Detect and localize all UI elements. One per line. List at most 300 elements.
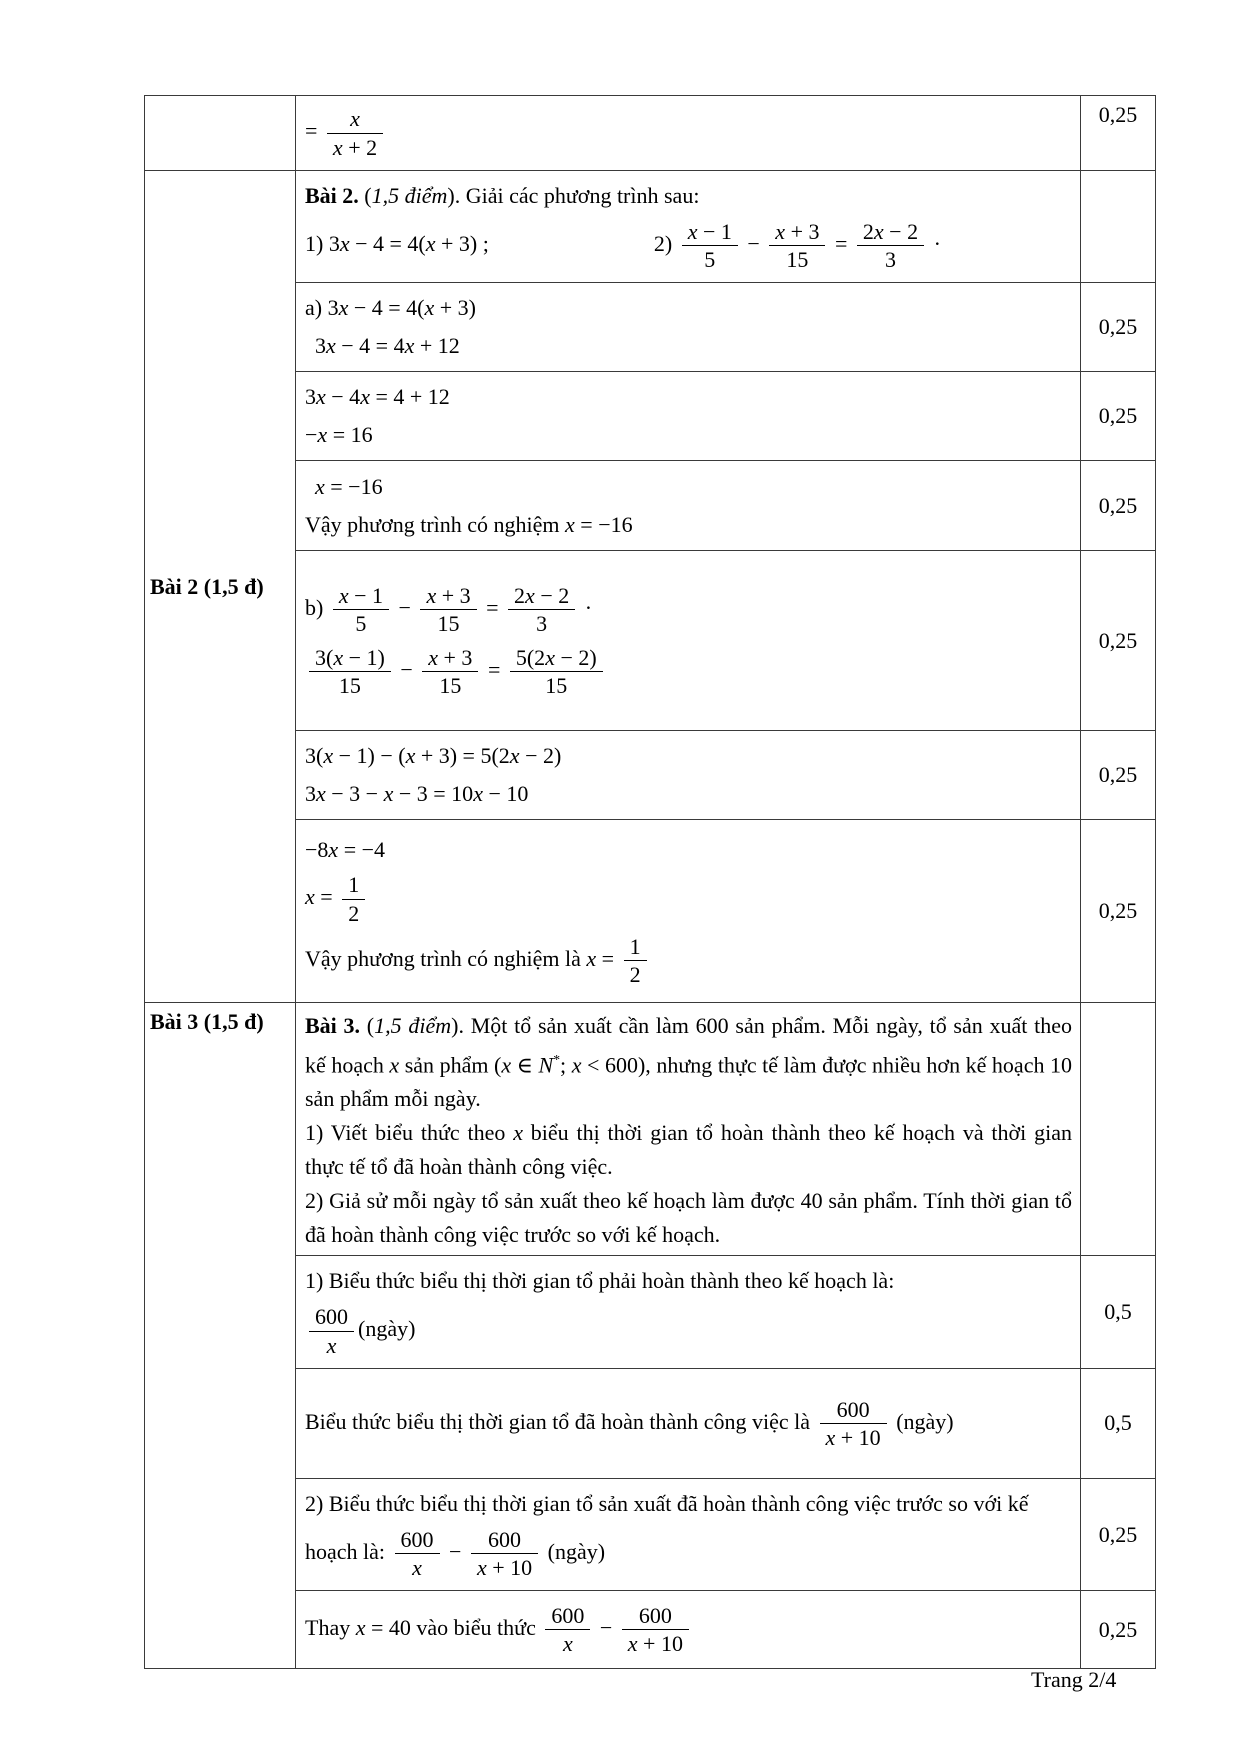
content-line [305,1602,1072,1658]
math-token: = 40 [365,1614,411,1640]
math-token: = [596,945,620,971]
math-token: 3 [327,295,339,321]
fraction-denominator [471,1553,538,1580]
content-line [305,381,1072,413]
content-cell [296,461,1081,551]
math-token: 3 [305,384,316,410]
math-token: x [332,134,343,160]
text-run: (ngày) [890,1408,954,1434]
content-cell [296,171,1081,283]
math-token: 600 [836,1396,870,1422]
content-line [305,471,1072,503]
content-cell [296,372,1081,461]
math-run [329,231,477,256]
math-token: x [404,333,415,359]
math-run [885,247,896,272]
math-token: x [501,1052,512,1078]
content-line [305,1396,1072,1452]
fraction-numerator [510,645,603,671]
math-token: − 4 = 4( [348,295,425,321]
table-row [145,1368,1156,1478]
math-run [401,1527,434,1552]
content-line [305,105,1072,161]
fraction [420,583,476,637]
math-token: + 3) = 5(2 [415,743,510,769]
math-token: x [426,583,437,609]
math-token: 5(2 [515,644,546,670]
math-run [348,901,359,926]
fraction [333,583,389,637]
fraction-numerator [820,1397,887,1423]
content-cell [296,1478,1081,1590]
math-token: 600 [400,1526,434,1552]
content-line [305,1488,1072,1520]
bold-text-run: Bài 2. [305,183,359,208]
fraction-numerator [395,1527,440,1553]
fraction-denominator [342,899,365,926]
text-run: 2) Biểu thức biểu thị thời gian tổ sản xuất đã hoàn thành công việc trước so với kế [305,1490,1029,1516]
points-value: 0,25 [1098,1616,1138,1642]
math-token: x [687,218,698,244]
math-token: − 2) [519,743,562,769]
fraction-denominator [327,133,383,160]
math-token: − 2) [554,644,597,670]
fraction-numerator [422,645,478,671]
math-token: − [594,1614,618,1640]
fraction-denominator [682,245,738,272]
fraction-numerator [342,872,365,898]
math-token: ; [560,1052,572,1078]
fraction [510,645,603,699]
math-token: − 10 [482,781,529,807]
math-token: 3 [536,611,548,637]
content-line [305,740,1072,772]
math-run [305,884,338,909]
math-token: − 2 [883,218,919,244]
fraction-numerator [420,583,476,609]
math-token: x [873,218,884,244]
math-run [513,1120,523,1145]
fraction [624,934,647,988]
math-run [315,333,460,358]
points-cell [1081,1368,1156,1478]
math-run [348,872,359,897]
math-token: 3( [315,644,334,670]
math-token: − [741,230,766,256]
math-token: x [562,1631,573,1657]
fraction [309,1304,354,1358]
math-token: − 1 [697,218,732,244]
text-run: ). Một tổ sản xuất cần làm 600 sản phẩm. Mỗi ngày, tổ sản xuất theo kế hoạch [305,1013,1072,1078]
math-run [477,1555,532,1580]
table-row [145,372,1156,461]
fraction [545,1603,590,1657]
content-cell [296,96,1081,171]
points-value: 0,5 [1104,1410,1132,1436]
content-line [305,1009,1072,1116]
math-token: + 3 [436,583,471,609]
math-token: 2 [629,962,641,988]
math-run [315,645,385,670]
math-token: − [443,1538,467,1564]
points-cell [1081,551,1156,731]
math-run [628,1631,683,1656]
math-token: − 1 [348,583,384,609]
math-run [545,673,567,698]
math-token: = −16 [574,511,633,537]
table-row [145,1256,1156,1368]
math-run [339,673,361,698]
math-token: + 3) [435,230,478,256]
text-run: 1) Biểu thức biểu thị thời gian tổ phải hoàn thành theo kế hoạch là: [305,1268,895,1294]
bold-text-run: Bài 3. [305,1013,361,1039]
fraction [820,1397,887,1451]
table-row [145,283,1156,372]
points-cell [1081,1256,1156,1368]
fraction-numerator [857,219,924,245]
content-line [305,1116,1072,1184]
fraction-denominator [508,609,575,636]
text-run: vào biểu thức [410,1614,542,1640]
text-run: biểu thị thời gian tổ hoàn thành theo kế hoạch và thời gian thực tế tổ đã hoàn thành công việc. [305,1120,1072,1180]
math-run [630,962,641,987]
math-token: x [326,1332,337,1358]
math-run [305,118,323,143]
math-run [305,837,385,862]
fraction-denominator [510,671,603,698]
math-run [560,1052,645,1077]
math-token: − 3 = 10 [393,781,474,807]
content-line [305,582,1072,638]
math-token: x [328,836,339,862]
points-cell [1081,1591,1156,1669]
fraction-numerator [622,1603,689,1629]
math-token: x [338,583,349,609]
fraction-denominator [309,671,391,698]
points-value: 0,25 [1098,102,1138,127]
points-cell [1081,820,1156,1003]
table-row [145,551,1156,731]
content-line [305,834,1072,866]
exercise-label: Bài 2 (1,5 đ) [150,573,264,599]
text-run: b) [305,595,329,621]
fraction-numerator [545,1603,590,1629]
content-line [305,778,1072,810]
text-run: ( [360,1013,375,1039]
fraction [769,219,825,273]
fraction-denominator [545,1629,590,1656]
math-token: x [317,422,328,448]
math-run [305,743,561,768]
math-token: − [305,422,318,448]
fraction-numerator [333,583,389,609]
content-line [305,871,1072,927]
math-token: 1 [348,872,360,898]
math-token: x [424,295,435,321]
text-run: a) [305,295,328,321]
fraction [508,583,575,637]
superscript: * [553,1052,561,1068]
math-token: x [565,511,575,537]
math-token: + 2 [342,134,378,160]
text-run: · [928,230,941,256]
content-line [305,1184,1072,1252]
math-run [393,595,416,620]
content-line [305,509,1072,541]
math-run [514,583,569,608]
exercise-label-cell [145,96,296,171]
math-token: + 10 [835,1424,881,1450]
text-run: hoạch là: [305,1538,391,1564]
content-cell [296,1003,1081,1256]
points-cell [1081,1003,1156,1256]
math-token: x [428,644,439,670]
math-token: 2 [348,900,360,926]
math-token: 3( [305,743,324,769]
points-cell [1081,461,1156,551]
points-cell [1081,1478,1156,1590]
math-run [594,1615,617,1640]
math-token: = 4 + 12 [369,384,450,410]
math-run [786,247,808,272]
math-run [327,1333,337,1358]
math-token: − 4 = 4 [335,333,405,359]
math-run [536,611,547,636]
math-run [494,1052,553,1077]
math-token: x [350,106,360,132]
math-token: = 16 [327,422,373,448]
math-token: x [412,1555,422,1581]
math-token: x [316,781,326,807]
gap-spacer [489,250,654,251]
math-token: x [338,295,349,321]
page-footer: Trang 2/4 [1031,1667,1117,1692]
math-run [742,231,765,256]
points-value: 0,25 [1098,1521,1138,1547]
math-token: 2 [514,583,526,609]
math-token: + 3) [434,295,476,321]
math-token: 600 [488,1526,522,1552]
content-line [305,1526,1072,1582]
text-run: ). Giải các phương trình sau: [447,183,700,208]
math-token: − [394,656,419,682]
math-token: x [389,1052,400,1078]
fraction-denominator [622,1629,689,1656]
math-run [315,474,383,499]
points-cell [1081,171,1156,283]
math-token: = [314,884,339,910]
math-token: − [393,595,417,621]
italic-text-run: 1,5 điểm [371,183,448,208]
fraction [327,106,383,160]
text-run: Biểu thức biểu thị thời gian tổ đã hoàn thành công việc là [305,1408,816,1434]
content-line [305,933,1072,989]
fraction-denominator [624,960,647,987]
text-run: Thay [305,1614,356,1640]
math-token: 15 [439,673,462,699]
math-token: 5 [704,247,716,273]
math-token: 600 [638,1603,672,1629]
math-token: x [316,384,326,410]
fraction-denominator [395,1553,440,1580]
content-cell [296,551,1081,731]
math-run [350,106,360,131]
math-token: = [829,230,853,256]
fraction [309,645,391,699]
math-token: 3 [315,333,326,359]
exercise-label: Bài 3 (1,5 đ) [150,1009,264,1035]
math-token: − 4 = 4( [349,230,426,256]
content-cell [296,820,1081,1003]
math-token: x [360,384,370,410]
math-token: + 10 [486,1555,533,1581]
content-line [305,180,1072,212]
math-token: x [326,333,336,359]
math-token: x [825,1424,836,1450]
fraction-denominator [769,245,825,272]
math-token: + 10 [637,1631,683,1657]
exercise-label-cell [145,1003,296,1669]
math-token: x [323,743,334,769]
points-value: 0,25 [1098,314,1138,340]
math-run [339,583,383,608]
math-token: 3 [885,247,896,273]
math-token: 600 [551,1603,585,1629]
math-run [305,384,450,409]
math-token: = −4 [338,836,386,862]
text-run: , nhưng thực tế làm được nhiều hơn kế hoạch 10 sản phẩm mỗi ngày. [305,1052,1073,1112]
math-run [775,219,819,244]
math-token: x [425,230,436,256]
text-run: 1) [305,230,329,256]
math-token: x [333,644,344,670]
points-value: 0,25 [1098,898,1138,924]
math-token: x [355,1614,366,1640]
fraction-denominator [333,609,389,636]
math-token: 15 [338,673,361,699]
math-token: x [627,1631,638,1657]
math-run [829,231,852,256]
math-run [863,219,918,244]
fraction-numerator [309,645,391,671]
math-run [305,781,528,806]
math-token: − 3 − [325,781,384,807]
fraction [682,219,738,273]
math-token: + 3 [785,218,820,244]
fraction-denominator [820,1423,887,1450]
points-cell [1081,283,1156,372]
math-token: x [473,781,483,807]
math-token: − 4 [325,384,361,410]
math-token: x [525,583,535,609]
fraction [395,1527,440,1581]
math-run [551,1603,584,1628]
math-token: ∈ [511,1052,539,1078]
fraction-numerator [309,1304,354,1330]
math-token: 600 [315,1304,348,1330]
math-run [639,1603,672,1628]
math-token: x [405,743,416,769]
math-token: = [482,656,506,682]
fraction [422,645,478,699]
content-line [305,419,1072,451]
fraction-numerator [327,106,383,132]
math-run [586,946,619,971]
math-token: x [513,1120,523,1146]
math-token: = −16 [324,473,383,499]
fraction-denominator [857,245,924,272]
points-cell [1081,372,1156,461]
math-run [563,1631,573,1656]
fraction [471,1527,538,1581]
math-token: + 12 [414,333,460,359]
exercise-label-cell [145,171,296,1003]
table-row [145,1003,1156,1256]
math-token: ( [494,1052,502,1078]
math-token: x [315,473,325,499]
math-run [826,1425,881,1450]
table-row [145,820,1156,1003]
math-run [704,247,715,272]
content-cell [296,1256,1081,1368]
math-run [305,422,373,447]
content-cell [296,1368,1081,1478]
text-run: (ngày) [542,1538,606,1564]
math-run [439,673,461,698]
fraction-denominator [420,609,476,636]
math-token: x [775,218,786,244]
text-run: sản phẩm [399,1052,495,1078]
table-row [145,461,1156,551]
math-token: 3 [328,230,340,256]
text-run: 1) Viết biểu thức theo [305,1120,514,1146]
math-run [438,611,460,636]
math-run [395,657,418,682]
math-token: 15 [786,247,809,273]
math-run [333,135,377,160]
math-token: 15 [437,611,460,637]
math-token: − 1) − ( [333,743,406,769]
math-token: x [509,743,520,769]
math-token: − 2 [534,583,570,609]
fraction-numerator [769,219,825,245]
rubric-table-body [145,96,1156,1669]
fraction-numerator [624,934,647,960]
points-cell [1081,731,1156,820]
math-run [516,645,597,670]
math-run [688,219,732,244]
points-value: 0,25 [1098,762,1138,788]
fraction-denominator [309,1331,354,1358]
math-token: x [476,1555,487,1581]
content-cell [296,283,1081,372]
content-cell [296,731,1081,820]
math-token: x [339,230,350,256]
math-token: 3 [305,781,316,807]
content-line [305,218,1072,274]
math-run [488,1527,521,1552]
math-run [837,1397,870,1422]
math-token: x [571,1052,582,1078]
table-row [145,96,1156,171]
points-cell [1081,96,1156,171]
content-line [305,330,1072,362]
math-token: N [538,1052,554,1078]
math-token: 5 [355,611,367,637]
points-value: 0,5 [1104,1299,1132,1325]
text-run: Vậy phương trình có nghiệm [305,511,566,537]
content-line [305,292,1072,324]
